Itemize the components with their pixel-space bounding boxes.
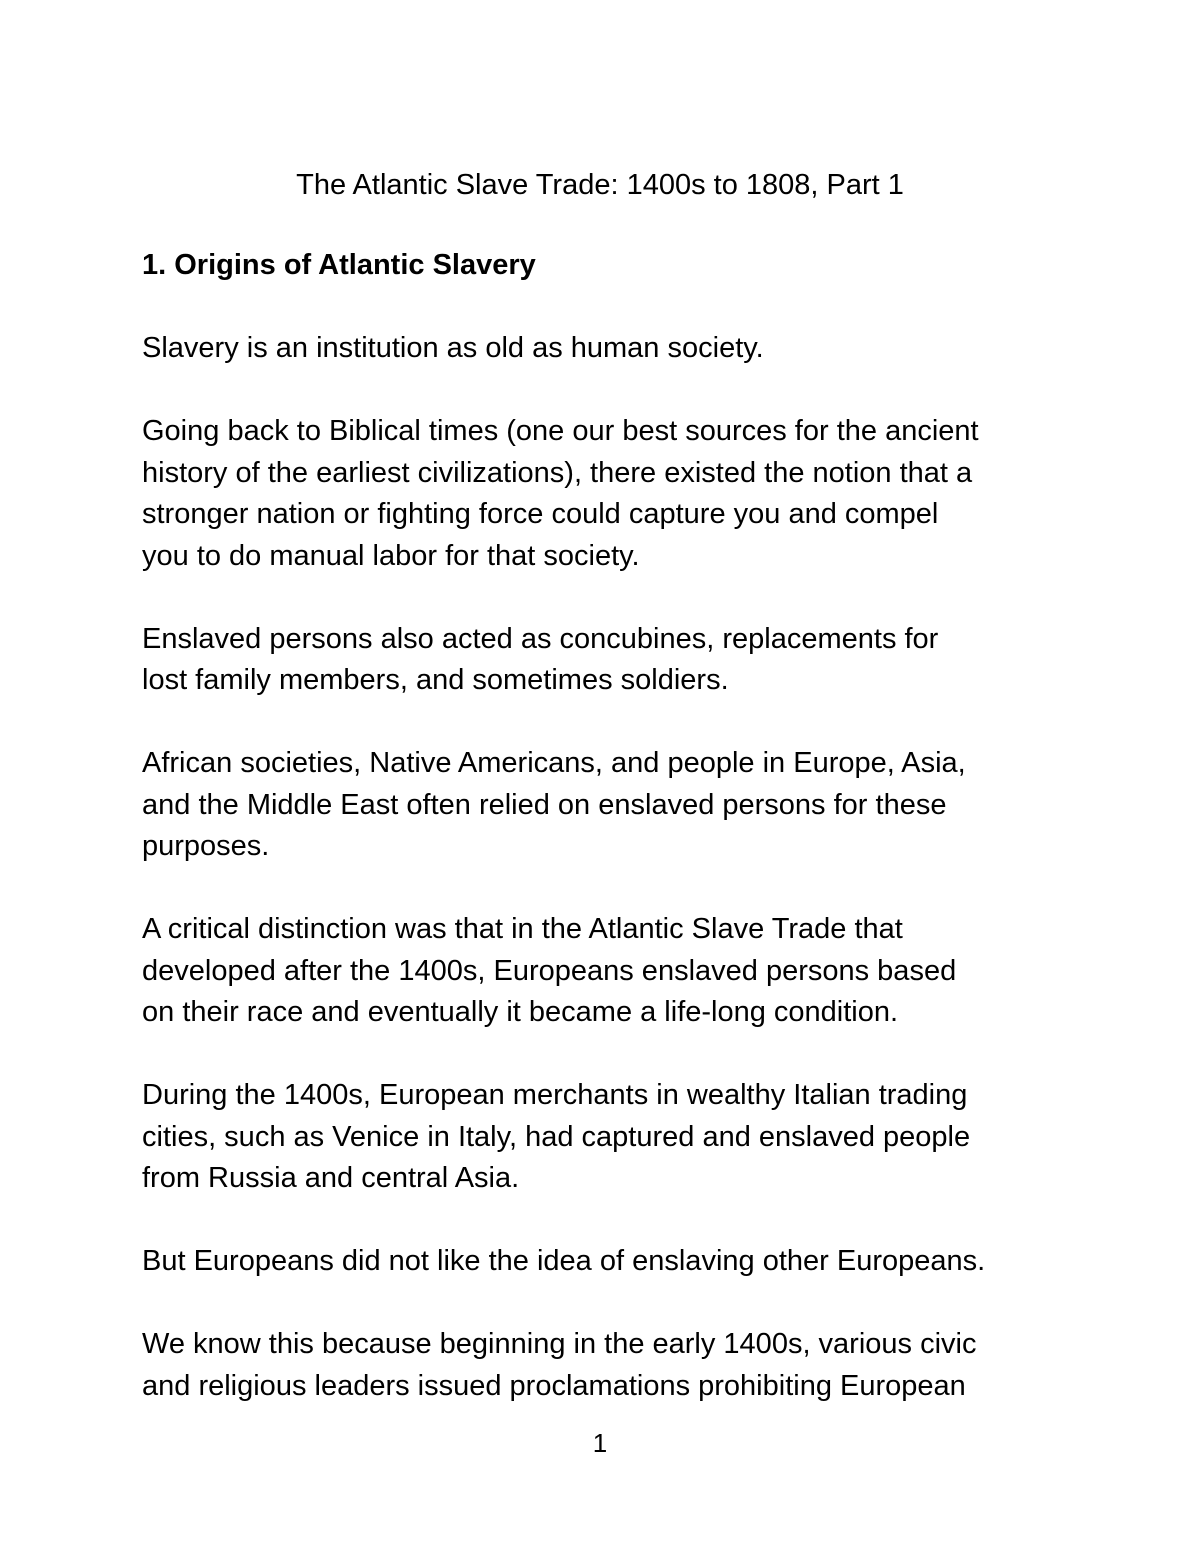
paragraph — [142, 411, 1102, 577]
text-line: from Russia and central Asia. — [142, 1162, 520, 1194]
text-line: But Europeans did not like the idea of enslaving other Europeans. — [142, 1245, 986, 1277]
text-line: We know this because beginning in the early 1400s, various civic — [142, 1328, 977, 1360]
paragraph — [142, 619, 1102, 702]
text-line: and the Middle East often relied on enslaved persons for these — [142, 788, 947, 821]
document-body — [142, 245, 1102, 1449]
text-line: and religious leaders issued proclamations prohibiting European — [142, 1369, 966, 1402]
text-line: A critical distinction was that in the Atlantic Slave Trade that — [142, 913, 903, 945]
paragraph — [142, 328, 1102, 370]
text-line: cities, such as Venice in Italy, had captured and enslaved people — [142, 1120, 971, 1153]
text-line: developed after the 1400s, Europeans enslaved persons based — [142, 954, 957, 987]
text-line: lost family members, and sometimes soldiers. — [142, 664, 729, 696]
document-title: The Atlantic Slave Trade: 1400s to 1808, Part 1 — [296, 169, 904, 201]
text-line: you to do manual labor for that society. — [142, 539, 640, 572]
section-heading: 1. Origins of Atlantic Slavery — [142, 249, 536, 281]
text-line: stronger nation or fighting force could capture you and compel — [142, 498, 939, 530]
paragraph — [142, 743, 1102, 868]
text-line: purposes. — [142, 830, 270, 862]
text-line: Going back to Biblical times (one our best sources for the ancient — [142, 415, 979, 447]
text-line: on their race and eventually it became a life-long condition. — [142, 996, 899, 1028]
text-line: During the 1400s, European merchants in wealthy Italian trading — [142, 1079, 968, 1111]
text-line: Slavery is an institution as old as human society. — [142, 332, 764, 364]
text-line: Enslaved persons also acted as concubines, replacements for — [142, 622, 939, 655]
page-number: 1 — [592, 1428, 608, 1458]
paragraph — [142, 909, 1102, 1034]
paragraph — [142, 1075, 1102, 1200]
text-line: African societies, Native Americans, and people in Europe, Asia, — [142, 747, 966, 779]
paragraph — [142, 1241, 1102, 1283]
paragraph — [142, 1324, 1102, 1407]
text-line: history of the earliest civilizations), there existed the notion that a — [142, 456, 973, 489]
